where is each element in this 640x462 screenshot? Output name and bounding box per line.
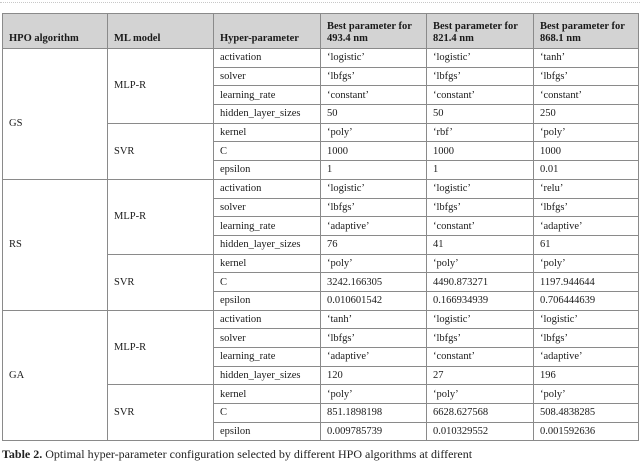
value-821-cell: 41 [427,235,534,254]
value-493-cell: 76 [321,235,427,254]
value-868-cell: ‘adaptive’ [534,348,639,367]
value-821-cell: 1000 [427,142,534,161]
header-ml-model: ML model [108,14,214,49]
table-row [3,179,639,198]
value-868-cell: 508.4838285 [534,404,639,423]
value-821-cell: 6628.627568 [427,404,534,423]
param-cell: learning_rate [214,348,321,367]
value-493-cell: ‘logistic’ [321,49,427,68]
param-cell: epsilon [214,422,321,441]
model-cell: MLP-R [108,310,214,385]
value-493-cell: 0.009785739 [321,422,427,441]
value-868-cell: ‘logistic’ [534,310,639,329]
value-821-cell: ‘constant’ [427,217,534,236]
value-493-cell: ‘tanh’ [321,310,427,329]
header-best-821: Best parameter for 821.4 nm [427,14,534,49]
value-821-cell: 50 [427,105,534,124]
value-868-cell: 61 [534,235,639,254]
value-868-cell: 196 [534,366,639,385]
param-cell: solver [214,329,321,348]
value-493-cell: ‘poly’ [321,123,427,142]
value-868-cell: 0.01 [534,161,639,180]
param-cell: learning_rate [214,86,321,105]
caption-text: Optimal hyper-parameter configuration selected by different HPO algorithms at different [45,447,473,461]
header-best-493: Best parameter for 493.4 nm [321,14,427,49]
algorithm-cell: GA [3,310,108,441]
value-868-cell: ‘constant’ [534,86,639,105]
value-868-cell: ‘relu’ [534,179,639,198]
caption-label: Table 2. [2,447,43,461]
value-493-cell: ‘lbfgs’ [321,198,427,217]
model-cell: MLP-R [108,179,214,254]
model-cell: MLP-R [108,49,214,124]
param-cell: epsilon [214,291,321,310]
value-868-cell: 0.706444639 [534,291,639,310]
value-821-cell: ‘poly’ [427,254,534,273]
value-493-cell: ‘lbfgs’ [321,329,427,348]
model-cell: SVR [108,123,214,179]
param-cell: C [214,273,321,292]
value-868-cell: ‘poly’ [534,254,639,273]
value-868-cell: 1000 [534,142,639,161]
param-cell: C [214,404,321,423]
value-493-cell: ‘logistic’ [321,179,427,198]
value-821-cell: ‘logistic’ [427,179,534,198]
param-cell: epsilon [214,161,321,180]
param-cell: solver [214,198,321,217]
header-best-868: Best parameter for 868.1 nm [534,14,639,49]
param-cell: kernel [214,123,321,142]
value-821-cell: ‘lbfgs’ [427,67,534,86]
value-868-cell: ‘adaptive’ [534,217,639,236]
algorithm-cell: RS [3,179,108,310]
value-821-cell: ‘lbfgs’ [427,198,534,217]
value-821-cell: ‘constant’ [427,348,534,367]
param-cell: hidden_layer_sizes [214,366,321,385]
param-cell: solver [214,67,321,86]
param-cell: activation [214,179,321,198]
value-868-cell: ‘tanh’ [534,49,639,68]
header-hpo-algorithm: HPO algorithm [3,14,108,49]
param-cell: kernel [214,254,321,273]
table-header-row [3,14,639,49]
value-868-cell: ‘poly’ [534,385,639,404]
value-821-cell: 4490.873271 [427,273,534,292]
value-493-cell: ‘adaptive’ [321,348,427,367]
param-cell: hidden_layer_sizes [214,235,321,254]
value-493-cell: 0.010601542 [321,291,427,310]
table-row [3,310,639,329]
value-493-cell: ‘adaptive’ [321,217,427,236]
param-cell: hidden_layer_sizes [214,105,321,124]
model-cell: SVR [108,254,214,310]
param-cell: learning_rate [214,217,321,236]
value-868-cell: 250 [534,105,639,124]
hyperparameter-table [2,13,639,441]
value-821-cell: 0.166934939 [427,291,534,310]
value-821-cell: ‘logistic’ [427,49,534,68]
value-821-cell: ‘logistic’ [427,310,534,329]
value-493-cell: ‘lbfgs’ [321,67,427,86]
value-493-cell: 120 [321,366,427,385]
value-821-cell: ‘lbfgs’ [427,329,534,348]
value-493-cell: ‘poly’ [321,385,427,404]
value-868-cell: ‘lbfgs’ [534,198,639,217]
model-cell: SVR [108,385,214,441]
param-cell: activation [214,49,321,68]
page-top-divider [0,2,640,3]
value-493-cell: 1000 [321,142,427,161]
table-caption [2,447,472,462]
param-cell: activation [214,310,321,329]
value-868-cell: ‘lbfgs’ [534,67,639,86]
algorithm-cell: GS [3,49,108,180]
value-868-cell: ‘poly’ [534,123,639,142]
value-821-cell: ‘rbf’ [427,123,534,142]
value-821-cell: 27 [427,366,534,385]
value-821-cell: ‘poly’ [427,385,534,404]
value-821-cell: ‘constant’ [427,86,534,105]
value-493-cell: 1 [321,161,427,180]
value-493-cell: 3242.166305 [321,273,427,292]
table-row [3,49,639,68]
value-493-cell: ‘poly’ [321,254,427,273]
value-493-cell: ‘constant’ [321,86,427,105]
param-cell: kernel [214,385,321,404]
header-hyper-parameter: Hyper-parameter [214,14,321,49]
value-868-cell: 0.001592636 [534,422,639,441]
value-493-cell: 50 [321,105,427,124]
param-cell: C [214,142,321,161]
value-821-cell: 0.010329552 [427,422,534,441]
value-868-cell: 1197.944644 [534,273,639,292]
value-493-cell: 851.1898198 [321,404,427,423]
value-868-cell: ‘lbfgs’ [534,329,639,348]
value-821-cell: 1 [427,161,534,180]
